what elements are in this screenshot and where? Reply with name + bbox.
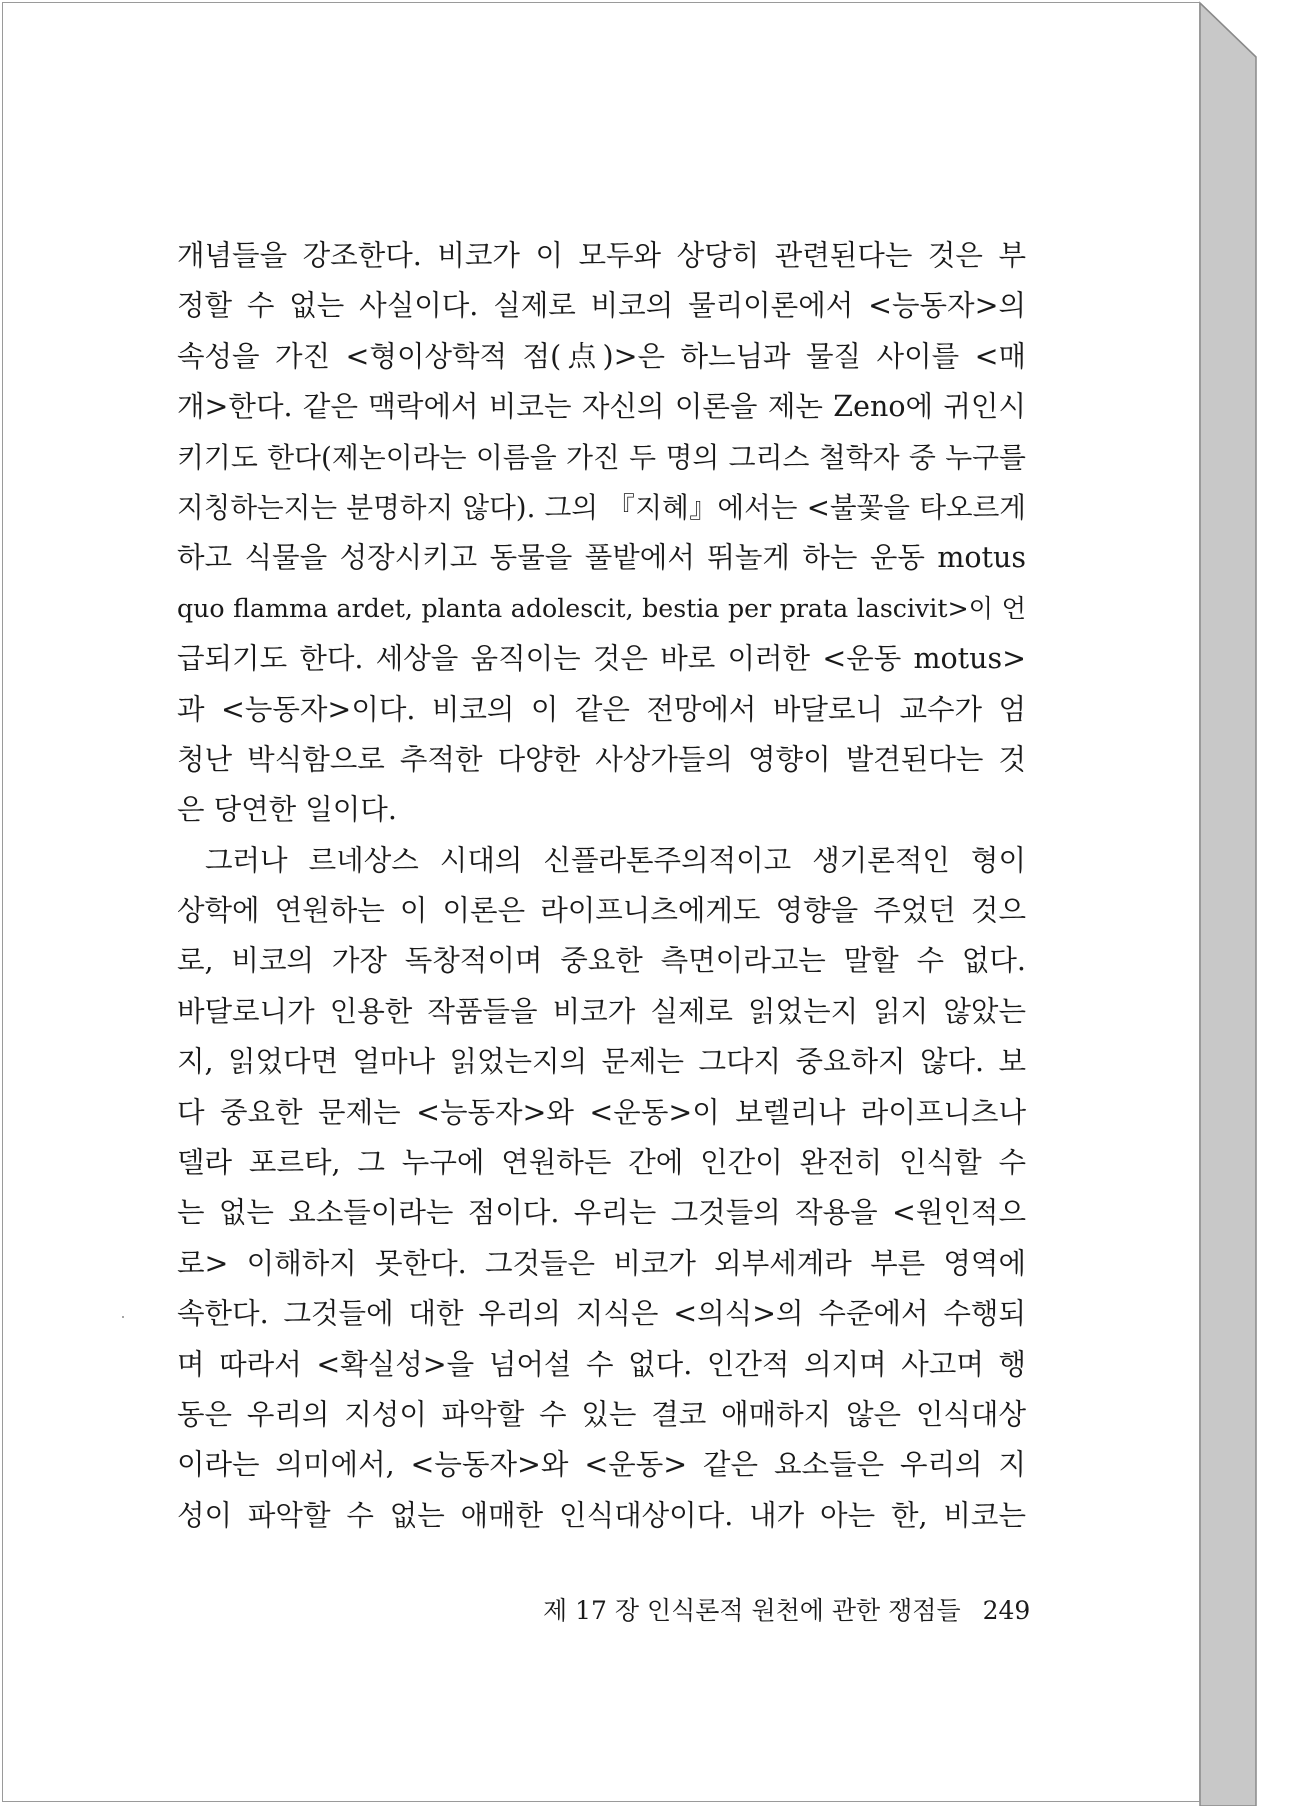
text-line: 급되기도 한다. 세상을 움직이는 것은 바로 이러한 <운동 motus>	[177, 642, 1026, 676]
body-text	[177, 231, 1026, 1541]
book-page	[2, 2, 1200, 1802]
text-line: 과 <능동자>이다. 비코의 이 같은 전망에서 바달로니 교수가 엄	[177, 692, 1026, 726]
text-line: 성이 파악할 수 없는 애매한 인식대상이다. 내가 아는 한, 비코는	[177, 1498, 1026, 1532]
text-line: 정할 수 없는 사실이다. 실제로 비코의 물리이론에서 <능동자>의	[177, 289, 1026, 323]
text-line: 개>한다. 같은 맥락에서 비코는 자신의 이론을 제논 Zeno에 귀인시	[177, 390, 1026, 424]
page-footer	[543, 1591, 1031, 1627]
text-line: 바달로니가 인용한 작품들을 비코가 실제로 읽었는지 읽지 않았는	[177, 994, 1026, 1028]
text-line: 는 없는 요소들이라는 점이다. 우리는 그것들의 작용을 <원인적으	[177, 1196, 1026, 1230]
text-line: 지칭하는지는 분명하지 않다). 그의 『지혜』에서는 <불꽃을 타오르게	[177, 490, 1026, 524]
text-line: 속한다. 그것들에 대한 우리의 지식은 <의식>의 수준에서 수행되	[177, 1297, 1026, 1331]
text-line: 로> 이해하지 못한다. 그것들은 비코가 외부세계라 부른 영역에	[177, 1246, 1026, 1280]
text-line: 이라는 의미에서, <능동자>와 <운동> 같은 요소들은 우리의 지	[177, 1448, 1026, 1482]
scan-speck	[122, 1316, 124, 1318]
text-line: 그러나 르네상스 시대의 신플라톤주의적이고 생기론적인 형이	[205, 843, 1026, 877]
text-line: 다 중요한 문제는 <능동자>와 <운동>이 보렐리나 라이프니츠나	[177, 1095, 1026, 1129]
text-line: 개념들을 강조한다. 비코가 이 모두와 상당히 관련된다는 것은 부	[177, 239, 1026, 272]
text-line: 상학에 연원하는 이 이론은 라이프니츠에게도 영향을 주었던 것으	[177, 894, 1026, 928]
text-line: 며 따라서 <확실성>을 넘어설 수 없다. 인간적 의지며 사고며 행	[177, 1347, 1026, 1381]
spine-face	[1200, 3, 1256, 1806]
page-number: 249	[982, 1596, 1031, 1625]
running-head: 제 17 장 인식론적 원천에 관한 쟁점들	[543, 1596, 961, 1625]
text-line: 하고 식물을 성장시키고 동물을 풀밭에서 뛰놀게 하는 운동 motus	[177, 541, 1026, 575]
text-line: 동은 우리의 지성이 파악할 수 있는 결코 애매하지 않은 인식대상	[177, 1397, 1026, 1431]
text-line: 청난 박식함으로 추적한 다양한 사상가들의 영향이 발견된다는 것	[177, 742, 1026, 776]
text-line: 로, 비코의 가장 독창적이며 중요한 측면이라고는 말할 수 없다.	[177, 944, 1026, 978]
text-line: 지, 읽었다면 얼마나 읽었는지의 문제는 그다지 중요하지 않다. 보	[177, 1045, 1026, 1079]
text-line: 델라 포르타, 그 누구에 연원하든 간에 인간이 완전히 인식할 수	[177, 1146, 1026, 1180]
text-line: 속성을 가진 <형이상학적 점(点)>은 하느님과 물질 사이를 <매	[177, 339, 1026, 373]
text-line: 키기도 한다(제논이라는 이름을 가진 두 명의 그리스 철학자 중 누구를	[177, 440, 1026, 474]
text-line: 은 당연한 일이다.	[177, 793, 397, 827]
text-line: quo flamma ardet, planta adolescit, bestia per prata lascivit>이 언	[177, 593, 1026, 623]
